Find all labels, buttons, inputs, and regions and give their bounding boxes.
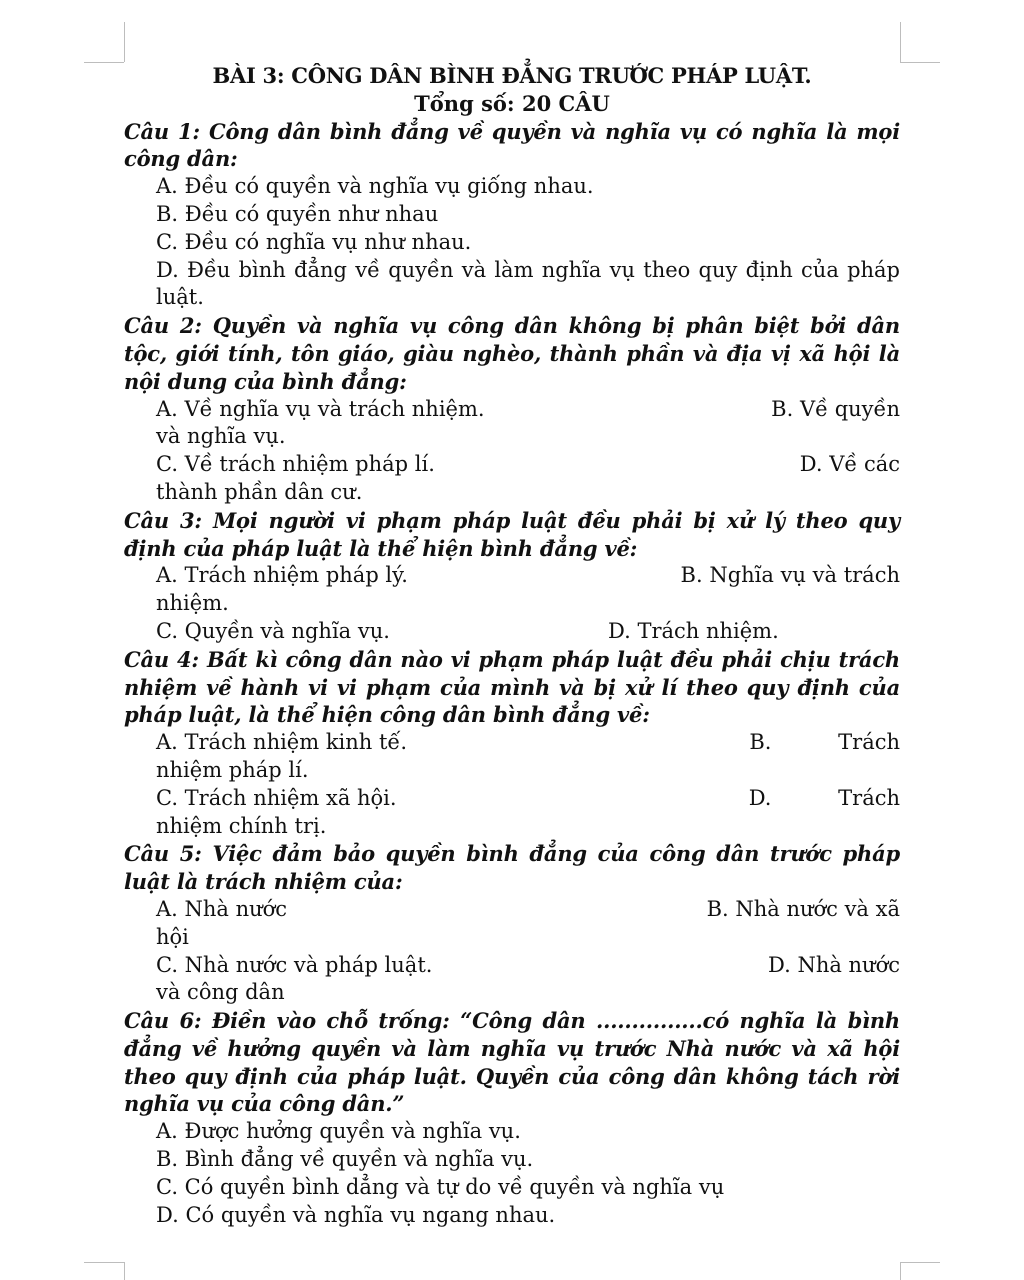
question-5 bbox=[124, 840, 900, 1007]
option-c: C. Trách nhiệm xã hội. bbox=[156, 785, 397, 810]
option-b-continuation: nhiệm pháp lí. bbox=[156, 757, 309, 782]
question-stem: Câu 5: Việc đảm bảo quyền bình đẳng của công dân trước pháp luật là trách nhiệm của: bbox=[124, 841, 900, 895]
crop-mark-top-left-v bbox=[124, 22, 125, 62]
option-d: D. Trách nhiệm. bbox=[608, 618, 779, 643]
option-b: B. Nhà nước và xã bbox=[706, 896, 900, 921]
option-d: D. Trách bbox=[748, 785, 900, 810]
question-stem: Câu 6: Điền vào chỗ trống: “Công dân ...............có nghĩa là bình đẳng về hưởng quyền và làm nghĩa vụ trước Nhà nước và xã hội theo quy định của pháp luật. Quyền của công dân không tách rời nghĩa vụ của công dân.” bbox=[124, 1008, 900, 1117]
option-c: C. Quyền và nghĩa vụ. bbox=[156, 618, 390, 643]
option-row-ab bbox=[124, 396, 900, 424]
option-b-continuation: hội bbox=[156, 924, 189, 949]
option-row-cd bbox=[124, 952, 900, 980]
crop-mark-top-left-h bbox=[84, 62, 124, 63]
crop-mark-top-right-h bbox=[900, 62, 940, 63]
question-3 bbox=[124, 507, 900, 646]
crop-mark-bottom-right-v bbox=[900, 1262, 901, 1280]
option-d: D. Về các bbox=[799, 452, 900, 477]
option-a: A. Đều có quyền và nghĩa vụ giống nhau. bbox=[156, 174, 594, 199]
option-d: D. Có quyền và nghĩa vụ ngang nhau. bbox=[156, 1202, 556, 1227]
question-1 bbox=[124, 118, 900, 313]
question-stem: Câu 3: Mọi người vi phạm pháp luật đều phải bị xử lý theo quy định của pháp luật là thể hiện bình đẳng về: bbox=[124, 507, 900, 561]
option-a: A. Nhà nước bbox=[156, 896, 288, 921]
crop-mark-bottom-left-v bbox=[124, 1262, 125, 1280]
option-d: D. Đều bình đẳng về quyền và làm nghĩa vụ theo quy định của pháp luật. bbox=[156, 257, 900, 310]
option-row-cd bbox=[124, 618, 900, 646]
option-row-cd bbox=[124, 785, 900, 813]
question-4 bbox=[124, 646, 900, 841]
option-d-continuation: và công dân bbox=[156, 980, 285, 1005]
option-row-cd bbox=[124, 451, 900, 479]
option-a: A. Về nghĩa vụ và trách nhiệm. bbox=[156, 396, 485, 421]
option-a: A. Trách nhiệm kinh tế. bbox=[156, 730, 408, 755]
option-row-ab bbox=[124, 896, 900, 924]
option-a: A. Được hưởng quyền và nghĩa vụ. bbox=[156, 1119, 521, 1144]
crop-mark-top-right-v bbox=[900, 22, 901, 62]
option-b-continuation: nhiệm. bbox=[156, 591, 229, 616]
option-b-continuation: và nghĩa vụ. bbox=[156, 424, 286, 449]
option-d-continuation: thành phần dân cư. bbox=[156, 479, 363, 504]
option-a: A. Trách nhiệm pháp lý. bbox=[156, 563, 408, 588]
crop-mark-bottom-right-h bbox=[900, 1262, 940, 1263]
option-b: B. Bình đẳng về quyền và nghĩa vụ. bbox=[156, 1147, 534, 1172]
option-c: C. Đều có nghĩa vụ như nhau. bbox=[156, 229, 472, 254]
option-b: B. Trách bbox=[749, 730, 900, 755]
option-b: B. Nghĩa vụ và trách bbox=[680, 563, 900, 588]
question-2 bbox=[124, 312, 900, 507]
document-title: BÀI 3: CÔNG DÂN BÌNH ĐẲNG TRƯỚC PHÁP LUẬT. bbox=[212, 63, 812, 88]
option-c: C. Về trách nhiệm pháp lí. bbox=[156, 452, 435, 477]
option-b: B. Về quyền bbox=[771, 396, 900, 421]
question-6 bbox=[124, 1007, 900, 1229]
option-c: C. Nhà nước và pháp luật. bbox=[156, 952, 433, 977]
document-subtitle: Tổng số: 20 CÂU bbox=[414, 90, 610, 116]
question-stem: Câu 2: Quyền và nghĩa vụ công dân không bị phân biệt bởi dân tộc, giới tính, tôn giáo, giàu nghèo, thành phần và địa vị xã hội là nội dung của bình đẳng: bbox=[124, 313, 900, 394]
option-b: B. Đều có quyền như nhau bbox=[156, 201, 439, 226]
document-page bbox=[124, 62, 900, 1229]
option-c: C. Có quyền bình dẳng và tự do về quyền và nghĩa vụ bbox=[156, 1174, 725, 1199]
question-stem: Câu 4: Bất kì công dân nào vi phạm pháp luật đều phải chịu trách nhiệm về hành vi vi phạm của mình và bị xử lí theo quy định của pháp luật, là thể hiện công dân bình đẳng về: bbox=[124, 646, 900, 728]
option-row-ab bbox=[124, 562, 900, 590]
option-d: D. Nhà nước bbox=[768, 952, 900, 977]
option-d-continuation: nhiệm chính trị. bbox=[156, 813, 327, 838]
option-row-ab bbox=[124, 729, 900, 757]
crop-mark-bottom-left-h bbox=[84, 1262, 124, 1263]
question-stem: Câu 1: Công dân bình đẳng về quyền và nghĩa vụ có nghĩa là mọi công dân: bbox=[124, 118, 900, 172]
